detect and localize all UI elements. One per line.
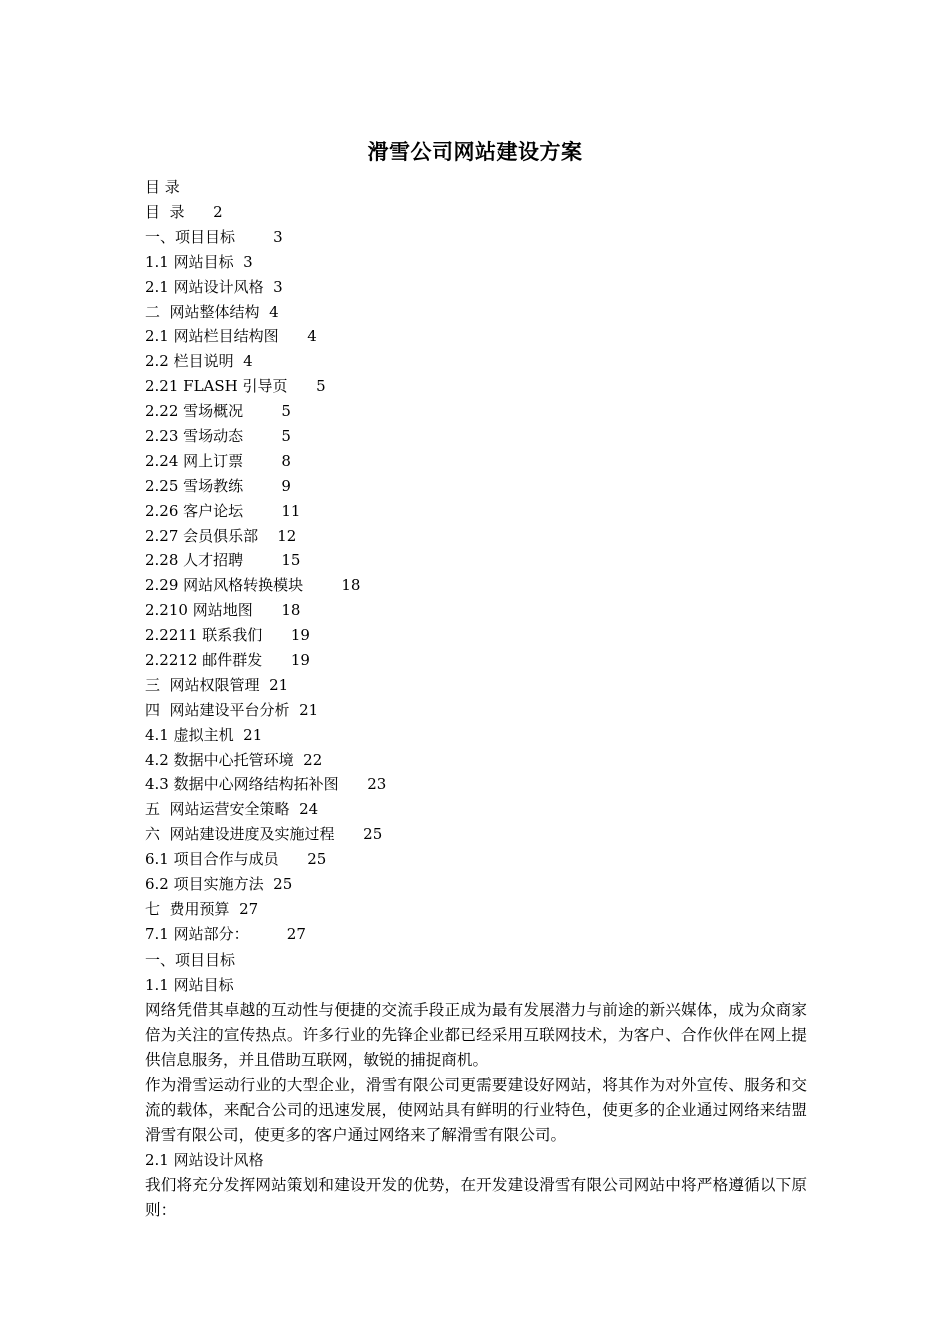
- document-body: [145, 948, 807, 1223]
- toc-page-number: 11: [281, 501, 301, 520]
- toc-entry-text: 2.25 雪场教练: [145, 476, 244, 495]
- toc-entry-text: 六 网站建设进度及实施过程: [145, 825, 335, 844]
- toc-entry: [145, 550, 386, 575]
- toc-entry-text: 4.1 虚拟主机: [145, 725, 234, 744]
- toc-page-number: 23: [367, 775, 387, 794]
- section-heading: 一、项目目标: [145, 951, 236, 969]
- toc-entry: [145, 799, 386, 824]
- toc-entry-text: 目 录: [145, 203, 185, 221]
- subsection-heading: 2.1 网站设计风格: [145, 1151, 264, 1169]
- toc-page-number: 19: [290, 626, 310, 645]
- toc-entry: [145, 575, 386, 600]
- toc-entry-text: 1.1 网站目标: [145, 252, 234, 271]
- toc-entry: [145, 824, 386, 849]
- document-title: 滑雪公司网站建设方案: [367, 139, 583, 164]
- toc-entry-text: 4.3 数据中心网络结构拓补图: [145, 775, 339, 794]
- toc-page-number: 18: [281, 601, 301, 620]
- toc-entry: [145, 227, 386, 252]
- toc-entry: [145, 252, 386, 277]
- toc-page-number: 12: [277, 526, 297, 545]
- toc-entry: [145, 451, 386, 476]
- toc-page-number: 21: [299, 700, 319, 719]
- toc-entry: [145, 625, 386, 650]
- toc-entry-text: 2.24 网上订票: [145, 451, 244, 470]
- table-of-contents: [145, 202, 386, 949]
- toc-entry: [145, 476, 386, 501]
- toc-page-number: 21: [269, 675, 289, 694]
- toc-page-number: 3: [273, 277, 283, 296]
- toc-entry-text: 2.21 FLASH 引导页: [145, 377, 288, 396]
- toc-page-number: 24: [299, 800, 319, 819]
- toc-page-number: 21: [243, 725, 263, 744]
- toc-entry: [145, 924, 386, 949]
- toc-entry-text: 七 费用预算: [145, 899, 230, 918]
- toc-page-number: 5: [281, 427, 291, 446]
- toc-entry-text: 一、项目目标: [145, 227, 236, 246]
- toc-entry: [145, 326, 386, 351]
- toc-page-number: 5: [281, 402, 291, 421]
- toc-entry-text: 2.2211 联系我们: [145, 626, 263, 645]
- toc-entry: [145, 426, 386, 451]
- toc-entry-text: 2.23 雪场动态: [145, 427, 244, 446]
- toc-entry: [145, 302, 386, 327]
- toc-entry-text: 2.27 会员俱乐部: [145, 526, 259, 545]
- toc-page-number: 5: [316, 377, 326, 396]
- toc-entry-text: 三 网站权限管理: [145, 675, 260, 694]
- toc-page-number: 27: [239, 899, 259, 918]
- toc-entry: [145, 849, 386, 874]
- toc-entry-text: 6.2 项目实施方法: [145, 875, 264, 894]
- toc-page-number: 25: [307, 850, 327, 869]
- toc-page-number: 4: [243, 352, 253, 371]
- toc-entry-text: 2.2212 邮件群发: [145, 651, 263, 670]
- toc-entry-text: 7.1 网站部分：: [145, 924, 249, 943]
- toc-entry: [145, 277, 386, 302]
- toc-entry: [145, 376, 386, 401]
- body-paragraph: 作为滑雪运动行业的大型企业，滑雪有限公司更需要建设好网站，将其作为对外宣传、服务和交流的载体，来配合公司的迅速发展，使网站具有鲜明的行业特色，使更多的企业通过网络来结盟滑雪有限公司，使更多的客户通过网络来了解滑雪有限公司。: [145, 1076, 807, 1144]
- toc-entry: [145, 874, 386, 899]
- toc-entry-text: 四 网站建设平台分析: [145, 700, 290, 719]
- subsection-heading: 1.1 网站目标: [145, 976, 234, 994]
- toc-entry: [145, 650, 386, 675]
- toc-entry-text: 2.26 客户论坛: [145, 501, 244, 520]
- toc-entry-text: 二 网站整体结构: [145, 302, 260, 321]
- body-paragraph: 我们将充分发挥网站策划和建设开发的优势，在开发建设滑雪有限公司网站中将严格遵循以下原则：: [145, 1176, 807, 1219]
- toc-page-number: 19: [290, 651, 310, 670]
- toc-entry: [145, 774, 386, 799]
- toc-entry: [145, 750, 386, 775]
- toc-page-number: 4: [269, 302, 279, 321]
- body-paragraph: 网络凭借其卓越的互动性与便捷的交流手段正成为最有发展潜力与前途的新兴媒体，成为众商家倍为关注的宣传热点。许多行业的先锋企业都已经采用互联网技术，为客户、合作伙伴在网上提供信息服务，并且借助互联网，敏锐的捕捉商机。: [145, 1001, 807, 1069]
- toc-entry-text: 2.29 网站风格转换模块: [145, 576, 304, 595]
- toc-page-number: 25: [363, 825, 383, 844]
- toc-entry-text: 五 网站运营安全策略: [145, 800, 290, 819]
- toc-entry: [145, 202, 386, 227]
- toc-page-number: 15: [281, 551, 301, 570]
- toc-page-number: 4: [307, 327, 317, 346]
- toc-entry-text: 2.1 网站栏目结构图: [145, 327, 279, 346]
- toc-entry: [145, 725, 386, 750]
- toc-entry-text: 2.22 雪场概况: [145, 402, 244, 421]
- toc-entry-text: 2.2 栏目说明: [145, 352, 234, 371]
- toc-page-number: 8: [281, 451, 291, 470]
- toc-page-number: 9: [281, 476, 291, 495]
- toc-page-number: 18: [341, 576, 361, 595]
- toc-page-number: 25: [273, 875, 293, 894]
- toc-entry-text: 4.2 数据中心托管环境: [145, 750, 294, 769]
- toc-entry: [145, 501, 386, 526]
- toc-page-number: 2: [213, 203, 223, 221]
- toc-page-number: 3: [273, 227, 283, 246]
- toc-entry-text: 2.28 人才招聘: [145, 551, 244, 570]
- toc-entry-text: 2.1 网站设计风格: [145, 277, 264, 296]
- toc-page-number: 22: [303, 750, 323, 769]
- toc-entry: [145, 526, 386, 551]
- toc-entry: [145, 700, 386, 725]
- toc-entry-text: 6.1 项目合作与成员: [145, 850, 279, 869]
- toc-entry: [145, 401, 386, 426]
- toc-entry: [145, 600, 386, 625]
- toc-entry: [145, 899, 386, 924]
- toc-entry: [145, 675, 386, 700]
- toc-page-number: 3: [243, 252, 253, 271]
- toc-entry: [145, 351, 386, 376]
- toc-entry-text: 2.210 网站地图: [145, 601, 253, 620]
- toc-page-number: 27: [286, 924, 306, 943]
- toc-heading: 目 录: [145, 178, 180, 196]
